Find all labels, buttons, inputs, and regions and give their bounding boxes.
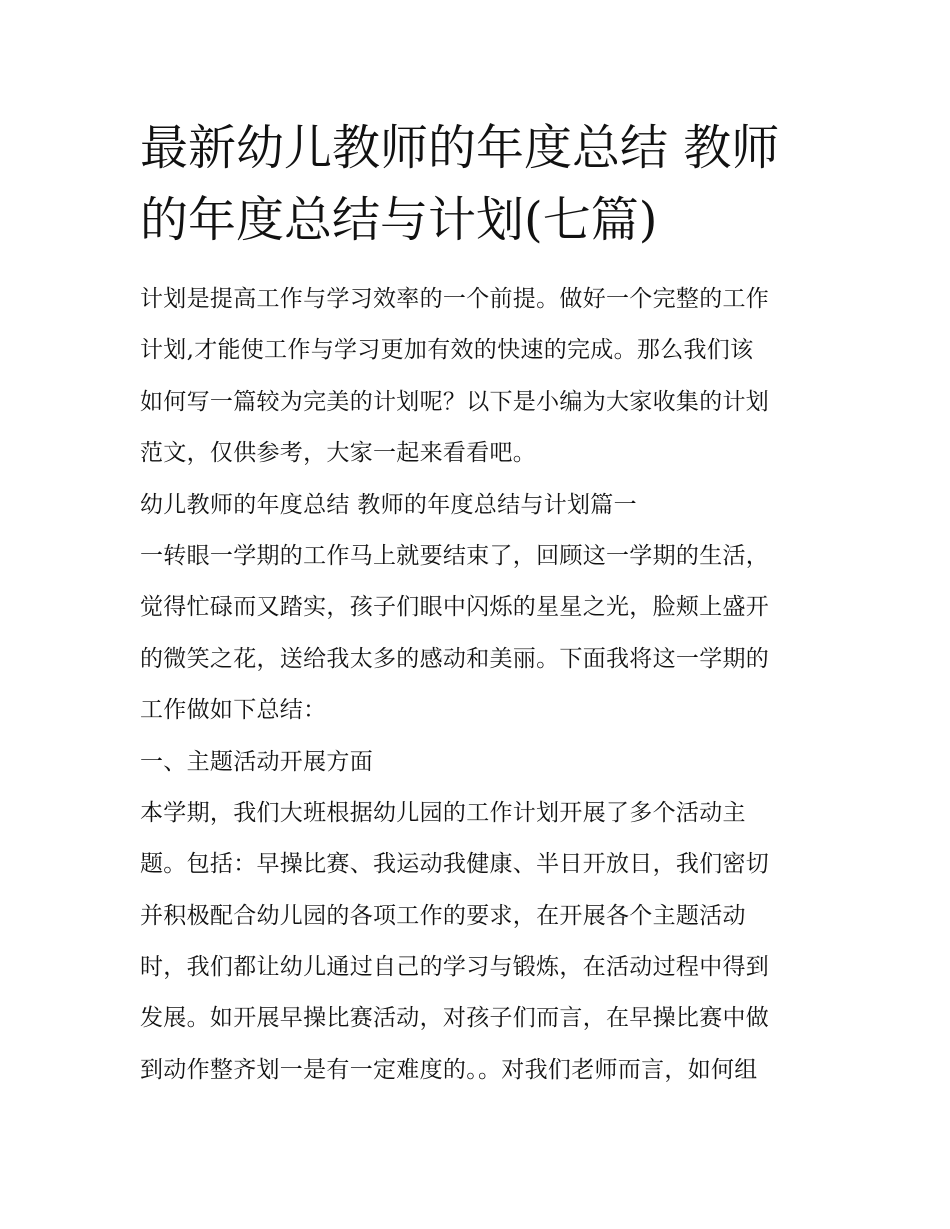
paragraph-line: 并积极配合幼儿园的各项工作的要求，在开展各个主题活动 <box>140 902 746 929</box>
paragraph-line: 工作做如下总结： <box>140 697 327 724</box>
paragraph-line: 觉得忙碌而又踏实，孩子们眼中闪烁的星星之光，脸颊上盛开 <box>140 594 770 621</box>
subsection-heading: 一、主题活动开展方面 <box>140 748 373 775</box>
intro-paragraph-line: 计划是提高工作与学习效率的一个前提。做好一个完整的工作 <box>140 286 770 312</box>
paragraph-line: 一转眼一学期的工作马上就要结束了，回顾这一学期的生活， <box>140 542 770 569</box>
document-title <box>140 112 820 256</box>
paragraph-line: 题。包括：早操比赛、我运动我健康、半日开放日，我们密切 <box>140 851 770 878</box>
intro-paragraph-line: 计划,才能使工作与学习更加有效的快速的完成。那么我们该 <box>140 337 754 364</box>
document-body <box>140 274 820 1096</box>
title-line: 最新幼儿教师的年度总结 教师 <box>140 120 780 176</box>
paragraph-line: 本学期，我们大班根据幼儿园的工作计划开展了多个活动主 <box>140 799 746 826</box>
title-line: 的年度总结与计划(七篇) <box>140 192 658 248</box>
intro-paragraph-line: 如何写一篇较为完美的计划呢？以下是小编为大家收集的计划 <box>140 388 770 415</box>
paragraph-line: 到动作整齐划一是有一定难度的。。对我们老师而言，如何组 <box>140 1056 758 1083</box>
paragraph-line: 的微笑之花，送给我太多的感动和美丽。下面我将这一学期的 <box>140 645 770 672</box>
paragraph-line: 时，我们都让幼儿通过自己的学习与锻炼，在活动过程中得到 <box>140 954 770 981</box>
paragraph-line: 发展。如开展早操比赛活动，对孩子们而言，在早操比赛中做 <box>140 1005 770 1032</box>
intro-paragraph-line: 范文，仅供参考，大家一起来看看吧。 <box>140 440 537 467</box>
section-heading: 幼儿教师的年度总结 教师的年度总结与计划篇一 <box>140 491 637 518</box>
